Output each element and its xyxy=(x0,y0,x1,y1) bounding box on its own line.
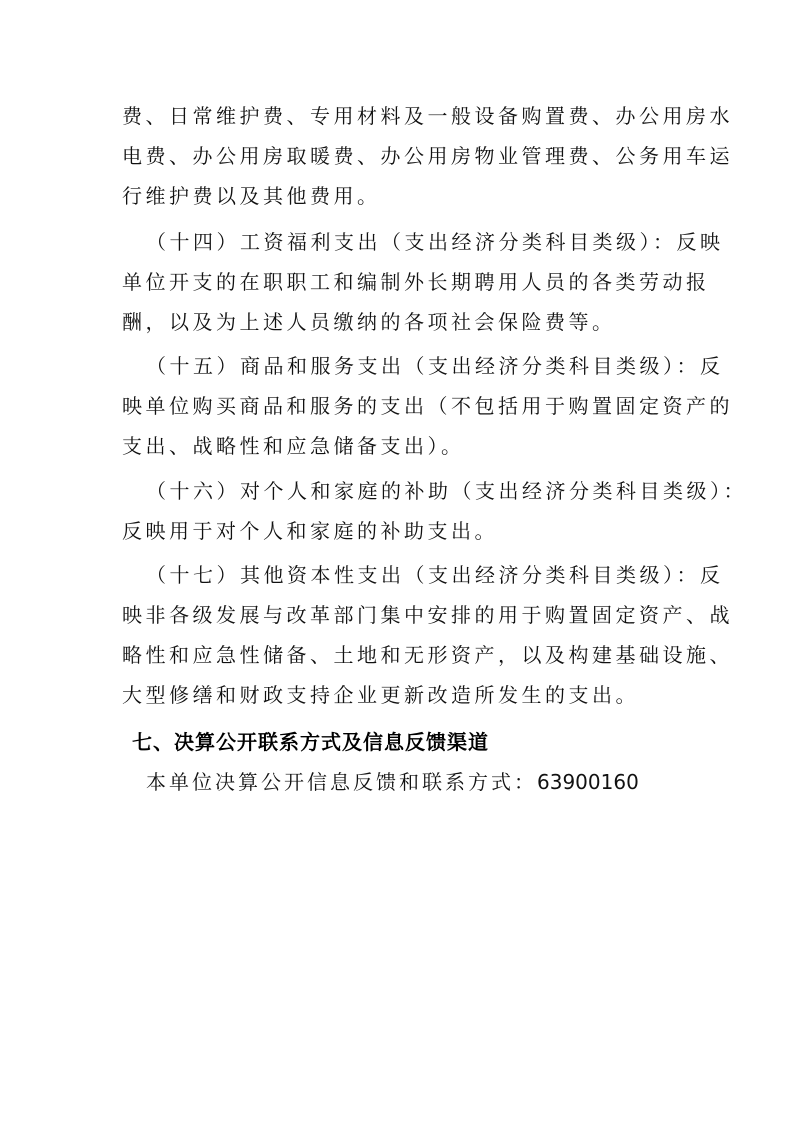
text-line: （十四）工资福利支出（支出经济分类科目类级）：反映 xyxy=(146,230,724,254)
paragraph-goods-services xyxy=(122,346,733,466)
section-heading: 七、决算公开联系方式及信息反馈渠道 xyxy=(132,730,489,754)
text-line: （十五）商品和服务支出（支出经济分类科目类级）：反 xyxy=(146,354,724,378)
text-line: 反映用于对个人和家庭的补助支出。 xyxy=(122,519,498,543)
text-line: 映非各级发展与改革部门集中安排的用于购置固定资产、战 xyxy=(122,603,733,627)
text-line: 单位开支的在职职工和编制外长期聘用人员的各类劳动报 xyxy=(122,270,710,294)
text-line: 行维护费以及其他费用。 xyxy=(122,184,381,208)
text-line: 支出、战略性和应急储备支出）。 xyxy=(122,434,465,458)
contact-line xyxy=(146,762,639,802)
paragraph-capital-expenditure xyxy=(122,555,733,715)
text-line: 略性和应急性储备、土地和无形资产，以及构建基础设施、 xyxy=(122,643,733,667)
text-line: 酬，以及为上述人员缴纳的各项社会保险费等。 xyxy=(122,310,616,334)
paragraph-wages-welfare xyxy=(122,222,724,342)
text-line: （十七）其他资本性支出（支出经济分类科目类级）：反 xyxy=(146,563,724,587)
paragraph-subsidies xyxy=(122,471,747,551)
text-line: 电费、办公用房取暖费、办公用房物业管理费、公务用车运 xyxy=(122,144,733,168)
text-line: 映单位购买商品和服务的支出（不包括用于购置固定资产的 xyxy=(122,394,733,418)
contact-label: 本单位决算公开信息反馈和联系方式： xyxy=(146,770,537,794)
contact-number: 63900160 xyxy=(537,770,639,794)
text-line: （十六）对个人和家庭的补助（支出经济分类科目类级）： xyxy=(146,479,747,503)
paragraph-continuation xyxy=(122,96,733,216)
text-line: 大型修缮和财政支持企业更新改造所发生的支出。 xyxy=(122,683,639,707)
text-line: 费、日常维护费、专用材料及一般设备购置费、办公用房水 xyxy=(122,104,733,128)
